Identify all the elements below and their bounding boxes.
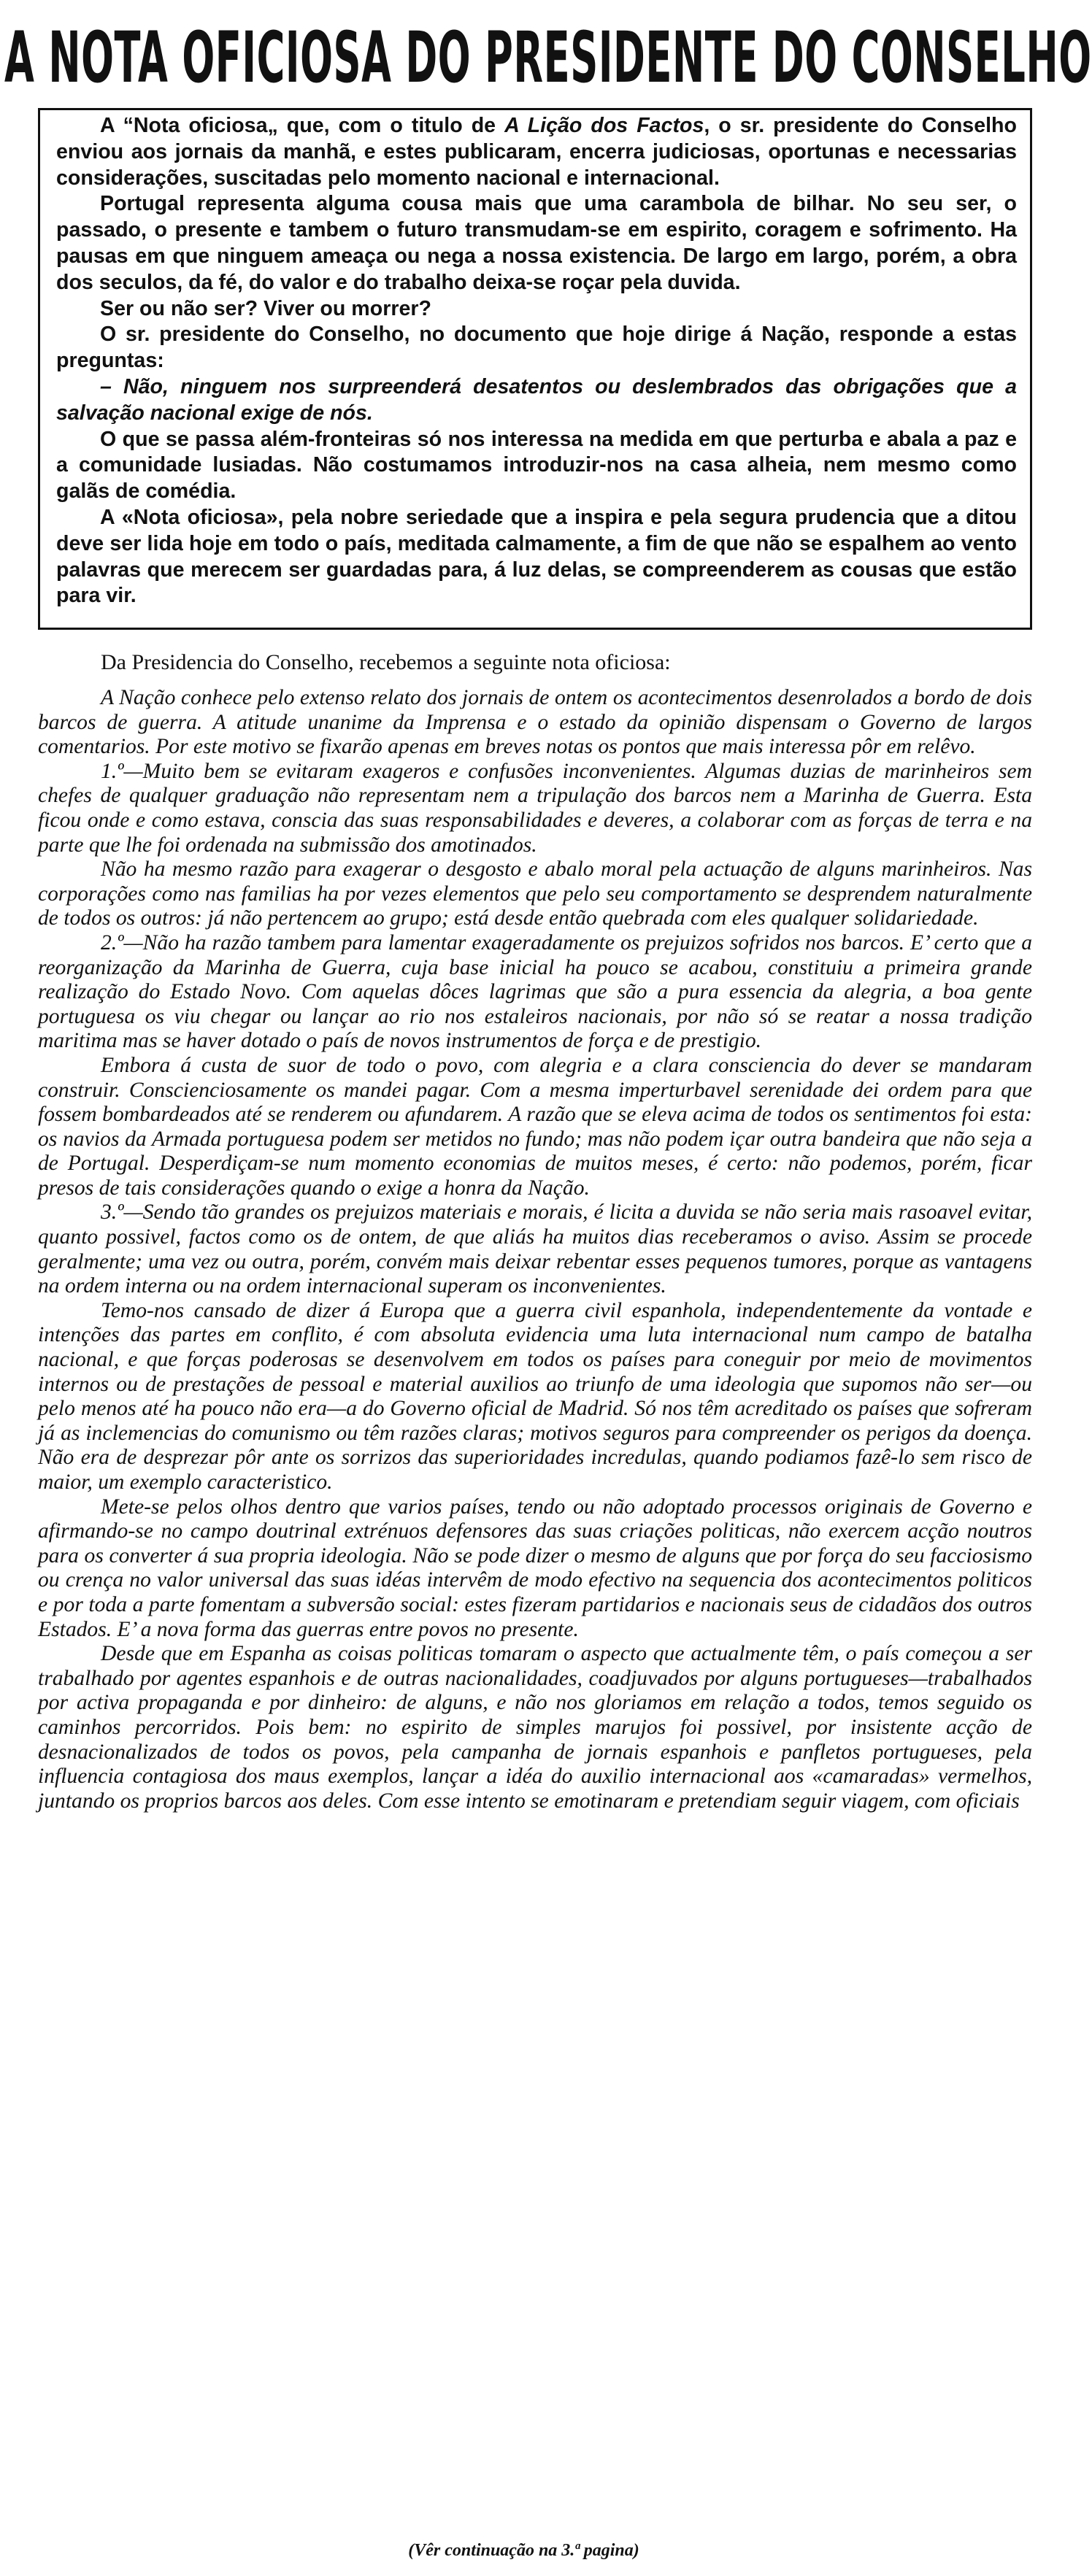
note-paragraph: Mete-se pelos olhos dentro que varios países, tendo ou não adoptado processos originais de Governo e afirmando-se no campo doutrinal extrénuos defensores das suas criações politicas, não exercem acção noutros para os converter á sua propria ideologia. Não se pode dizer o mesmo de alguns que por força do seu facciosismo ou crença no valor universal das suas idéas intervêm de modo efectivo na sequencia dos acontecimentos politicos e por toda a parte fomentam a subversão social: estes fizeram partidarios e nacionais seus de cidadãos dos outros Estados. E’ a nova forma das guerras entre povos no presente.	[38, 1495, 1032, 1641]
editorial-paragraph	[56, 505, 1017, 609]
text-segment: Portugal representa alguma cousa mais que uma carambola de bilhar. No seu ser, o passado, o presente e tambem o futuro transmudam-se em espirito, coragem e sofrimento. Ha pausas em que ninguem ameaça ou nega a nossa existencia. De largo em largo, porém, a obra dos seculos, da fé, do valor e do trabalho deixa-se roçar pela duvida.	[56, 192, 1017, 294]
note-paragraph: Desde que em Espanha as coisas politicas tomaram o aspecto que actualmente têm, o país começou a ser trabalhado por agentes espanhois e de outras nacionalidades, coadjuvados por alguns portugueses—trabalhados por activa propaganda e por dinheiro: de alguns, e não nos gloriamos em relação a todos, temos seguido os caminhos percorridos. Pois bem: no espirito de simples marujos foi possivel, por insistente acção de desnacionalizados de todos os povos, pela campanha de jornais espanhois e panfletos portugueses, pela influencia contagiosa dos maus exemplos, lançar a idéa do auxilio internacional aos «camaradas» vermelhos, juntando os proprios barcos aos deles. Com esse intento se emotinaram e pretendiam seguir viagem, com oficiais	[38, 1642, 1032, 1813]
note-paragraph: Embora á custa de suor de todo o povo, com alegria e a clara consciencia do dever se mandaram construir. Conscienciosamente os mandei pagar. Com a mesma imperturbavel serenidade dei ordem para que fossem bombardeados até se renderem ou afundarem. A razão que se eleva acima de todos os sentimentos foi esta: os navios da Armada portuguesa podem ser metidos no fundo; mas não podem içar outra bandeira que não seja a de Portugal. Desperdiçam-se num momento economias de muitos meses, é certo: não podemos, porém, ficar presos de tais considerações quando o exige a honra da Nação.	[38, 1053, 1032, 1200]
note-paragraph: A Nação conhece pelo extenso relato dos jornais de ontem os acontecimentos desenrolados a bordo de dois barcos de guerra. A atitude unanime da Imprensa e o estado da opinião dispensam o Governo de largos comentarios. Por este motivo se fixarão apenas em breves notas os pontos que mais interessa pôr em relêvo.	[38, 686, 1032, 759]
text-segment: Ser ou não ser? Viver ou morrer?	[100, 296, 431, 320]
italic-text: A Lição dos Factos	[504, 114, 704, 137]
editorial-paragraph	[56, 322, 1017, 374]
text-segment: , o sr. presidente do Conselho enviou aos jornais da manhã, e estes publicaram, encerra judiciosas, oportunas e necessarias considerações, suscitadas pelo momento nacional e internacional.	[56, 114, 1017, 190]
note-paragraph: 1.º—Muito bem se evitaram exageros e confusões inconvenientes. Algumas duzias de marinheiros sem chefes de qualquer graduação não representam nem a tripulação dos barcos nem a Marinha de Guerra. Esta ficou onde e como estava, conscia das suas responsabilidades e deveres, a colaborar com as forças de terra e na parte que lhe foi ordenada na submissão dos amotinados.	[38, 759, 1032, 857]
editorial-paragraph	[56, 191, 1017, 296]
editorial-paragraph	[56, 296, 1017, 323]
continuation-note: (Vêr continuação na 3.ª pagina)	[408, 2541, 639, 2560]
note-paragraph: 3.º—Sendo tão grandes os prejuizos materiais e morais, é licita a duvida se não seria mais rasoavel evitar, quanto possivel, factos como os de ontem, de que aliás ha muitos dias receberamos o aviso. Assim se procede geralmente; uma vez ou outra, porém, convém mais deixar rebentar esses pequenos tumores, porque as vantagens na ordem interna ou na ordem internacional superam os inconvenientes.	[38, 1200, 1032, 1298]
note-paragraph: 2.º—Não ha razão tambem para lamentar exageradamente os prejuizos sofridos nos barcos. E’ certo que a reorganização da Marinha de Guerra, cuja base inicial ha pouco se acabou, constituiu a primeira grande realização do Estado Novo. Com aquelas dôces lagrimas que são a pura essencia da alegria, a boa gente portuguesa os viu chegar ou lançar ao rio nos estaleiros nacionais, por não só se reatar a nossa tradição maritima mas se haver dotado o país de novos instrumentos de força e de prestigio.	[38, 930, 1032, 1053]
intro-line: Da Presidencia do Conselho, recebemos a seguinte nota oficiosa:	[101, 650, 671, 674]
editorial-paragraph	[56, 427, 1017, 505]
official-note-body	[38, 686, 1032, 1813]
editorial-paragraph	[56, 113, 1017, 191]
text-segment: A «Nota oficiosa», pela nobre seriedade que a inspira e pela segura prudencia que a ditou deve ser lida hoje em todo o país, meditada calmamente, a fim de que não se espalhem ao vento palavras que merecem ser guardadas para, á luz delas, se compreenderem as cousas que estão para vir.	[56, 505, 1017, 608]
text-segment: A “Nota oficiosa„ que, com o titulo de	[100, 114, 505, 137]
note-paragraph: Temo-nos cansado de dizer á Europa que a guerra civil espanhola, independentemente da vontade e intenções das partes em conflito, é com absoluta evidencia uma luta internacional num campo de batalha nacional, e que forças poderosas se desenvolvem em todos os países para coneguir por meio de movimentos internos ou de prestações de pessoal e material auxilios ao triunfo de uma ideologia que supomos não ser—ou pelo menos até ha pouco não era—a do Governo oficial de Madrid. Só nos têm acreditado os países que sofreram já as inclemencias do comunismo ou têm razões claras; motivos seguros para compreender os perigos da doença. Não era de desprezar pôr ante os sorrizos das superioridades incredulas, quando podiamos fazê-lo sem risco de maior, um exemplo caracteristico.	[38, 1298, 1032, 1494]
page-title: A NOTA OFICIOSA DO PRESIDENTE DO CONSELHO	[4, 17, 1092, 99]
editorial-paragraphs	[56, 113, 1017, 609]
text-segment: O que se passa além-fronteiras só nos interessa na medida em que perturba e abala a paz e a comunidade lusiadas. Não costumamos introduzir-nos na casa alheia, nem mesmo como galãs de comédia.	[56, 427, 1017, 504]
text-segment: O sr. presidente do Conselho, no documento que hoje dirige á Nação, responde a estas preguntas:	[56, 323, 1017, 373]
editorial-box	[38, 108, 1032, 630]
note-paragraph: Não ha mesmo razão para exagerar o desgosto e abalo moral pela actuação de alguns marinheiros. Nas corporações como nas familias ha por vezes elementos que pelo seu comportamento se desprendem naturalmente de todos os outros: já não pertencem ao grupo; está desde então quebrada com eles qualquer solidariedade.	[38, 857, 1032, 930]
italic-text: – Não, ninguem nos surpreenderá desatentos ou deslembrados das obrigações que a salvação nacional exige de nós.	[56, 374, 1017, 425]
editorial-paragraph	[56, 374, 1017, 427]
